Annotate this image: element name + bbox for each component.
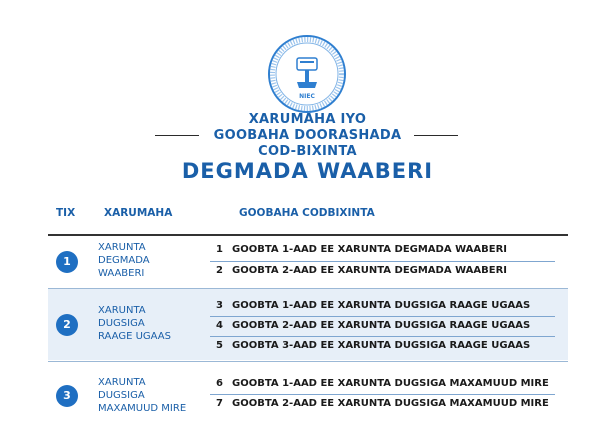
station-name: GOOBTA 2-AAD EE XARUNTA DUGSIGA RAAGE UGAAS — [232, 320, 531, 331]
group-number-badge: 2 — [56, 314, 78, 336]
station-row — [213, 318, 553, 336]
station-row — [213, 242, 553, 260]
station-row — [213, 376, 553, 394]
station-row — [213, 263, 553, 281]
center-name-line: DUGSIGA — [98, 390, 145, 401]
title-line-3: COD-BIXINTA — [258, 144, 357, 159]
station-number: 1 — [216, 244, 223, 255]
station-name: GOOBTA 3-AAD EE XARUNTA DUGSIGA RAAGE UGAAS — [232, 340, 531, 351]
center-name-line: MAXAMUUD MIRE — [98, 403, 187, 414]
niec-seal-logo — [267, 34, 347, 114]
station-row — [213, 298, 553, 316]
group-separator — [48, 361, 568, 362]
column-header-tix: TIX — [56, 207, 76, 219]
center-name-line: DUGSIGA — [98, 318, 145, 329]
row-divider — [210, 261, 555, 262]
title-line-2: GOOBAHA DOORASHADA — [213, 128, 402, 143]
center-name-line: XARUNTA — [98, 305, 146, 316]
center-group-3 — [48, 370, 568, 430]
center-group-1 — [48, 236, 568, 287]
logo-text: NIEC — [299, 93, 315, 100]
row-divider — [210, 336, 555, 337]
center-name — [98, 376, 208, 415]
station-number: 6 — [216, 378, 223, 389]
row-divider — [210, 316, 555, 317]
station-name: GOOBTA 1-AAD EE XARUNTA DUGSIGA RAAGE UGAAS — [232, 300, 531, 311]
station-number: 5 — [216, 340, 223, 351]
station-number: 7 — [216, 398, 223, 409]
station-name: GOOBTA 2-AAD EE XARUNTA DUGSIGA MAXAMUUD MIRE — [232, 398, 549, 409]
station-name: GOOBTA 1-AAD EE XARUNTA DEGMADA WAABERI — [232, 244, 507, 255]
column-header-xarumaha: XARUMAHA — [104, 207, 173, 219]
station-number: 3 — [216, 300, 223, 311]
district-title: DEGMADA WAABERI — [181, 159, 434, 183]
row-divider — [210, 394, 555, 395]
group-number-badge: 1 — [56, 251, 78, 273]
center-name-line: DEGMADA — [98, 255, 150, 266]
station-row — [213, 338, 553, 356]
center-name — [98, 304, 208, 343]
center-name-line: XARUNTA — [98, 377, 146, 388]
center-name-line: XARUNTA — [98, 242, 146, 253]
title-line-1: XARUMAHA IYO — [248, 112, 367, 127]
station-row — [213, 396, 553, 414]
center-name-line: WAABERI — [98, 268, 145, 279]
center-name — [98, 241, 208, 280]
station-name: GOOBTA 1-AAD EE XARUNTA DUGSIGA MAXAMUUD MIRE — [232, 378, 549, 389]
center-group-2 — [48, 289, 568, 360]
column-header-goobaha: GOOBAHA CODBIXINTA — [239, 207, 375, 219]
center-name-line: RAAGE UGAAS — [98, 331, 171, 342]
station-name: GOOBTA 2-AAD EE XARUNTA DEGMADA WAABERI — [232, 265, 507, 276]
station-number: 4 — [216, 320, 223, 331]
group-number-badge: 3 — [56, 385, 78, 407]
station-number: 2 — [216, 265, 223, 276]
